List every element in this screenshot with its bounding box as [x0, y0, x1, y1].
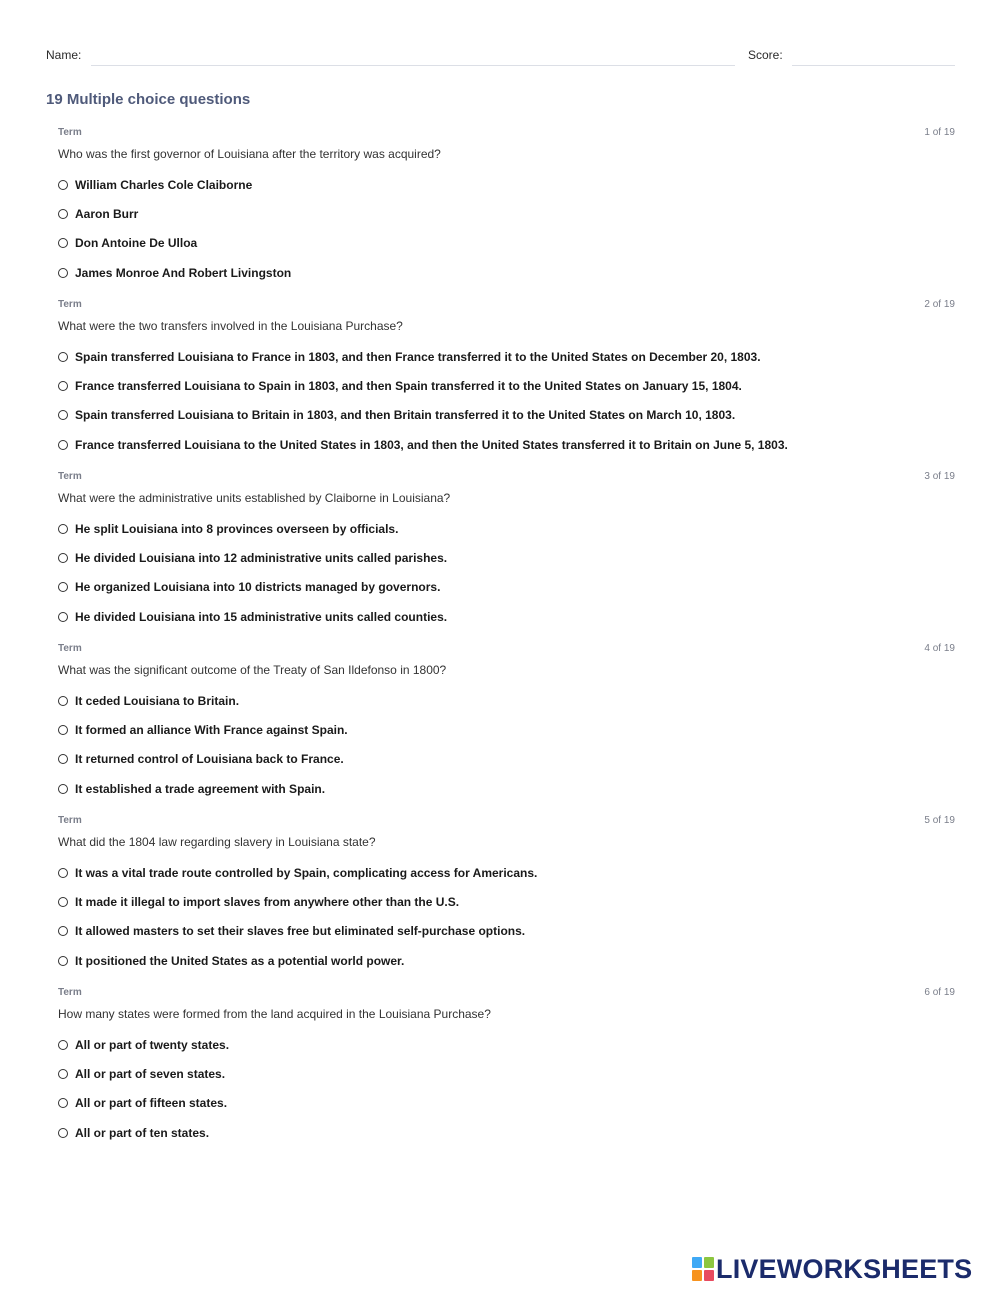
answer-option[interactable] [58, 378, 742, 394]
radio-button-icon[interactable] [58, 754, 68, 764]
question-prompt: What was the significant outcome of the Treaty of San Ildefonso in 1800? [58, 663, 447, 677]
answer-option-text: It allowed masters to set their slaves free but eliminated self-purchase options. [75, 924, 526, 938]
liveworksheets-logo[interactable] [692, 1254, 972, 1284]
answer-option[interactable] [58, 550, 447, 566]
answer-option-text: He divided Louisiana into 12 administrative units called parishes. [75, 551, 448, 565]
answer-option[interactable] [58, 177, 252, 193]
question-prompt: What were the administrative units established by Claiborne in Louisiana? [58, 491, 451, 505]
radio-button-icon[interactable] [58, 956, 68, 966]
question-2 [58, 299, 955, 471]
answer-option[interactable] [58, 206, 138, 222]
logo-mark-icon [692, 1257, 714, 1281]
answer-option[interactable] [58, 693, 239, 709]
answer-option-text: It made it illegal to import slaves from anywhere other than the U.S. [75, 895, 460, 909]
answer-option-text: France transferred Louisiana to Spain in 1803, and then Spain transferred it to the United States on January 15, 1804. [75, 379, 742, 393]
question-counter: 6 of 19 [924, 987, 955, 998]
radio-button-icon[interactable] [58, 1040, 68, 1050]
answer-option[interactable] [58, 407, 735, 423]
question-prompt: Who was the first governor of Louisiana after the territory was acquired? [58, 147, 441, 161]
answer-option-text: Spain transferred Louisiana to France in 1803, and then France transferred it to the United States on December 20, 1803. [75, 350, 761, 364]
radio-button-icon[interactable] [58, 897, 68, 907]
radio-button-icon[interactable] [58, 268, 68, 278]
score-input-line[interactable] [792, 65, 955, 66]
answer-option-text: It was a vital trade route controlled by Spain, complicating access for Americans. [75, 866, 538, 880]
name-label: Name: [46, 48, 82, 62]
name-input-line[interactable] [91, 65, 735, 66]
radio-button-icon[interactable] [58, 1098, 68, 1108]
answer-option[interactable] [58, 923, 525, 939]
radio-button-icon[interactable] [58, 868, 68, 878]
answer-option[interactable] [58, 609, 447, 625]
answer-option[interactable] [58, 1066, 225, 1082]
answer-option-text: France transferred Louisiana to the United States in 1803, and then the United States transferred it to Britain on June 5, 1803. [75, 438, 788, 452]
radio-button-icon[interactable] [58, 209, 68, 219]
question-5 [58, 815, 955, 987]
question-counter: 3 of 19 [924, 471, 955, 482]
answer-option[interactable] [58, 521, 398, 537]
answer-option-text: He divided Louisiana into 15 administrative units called counties. [75, 610, 448, 624]
answer-option[interactable] [58, 781, 325, 797]
radio-button-icon[interactable] [58, 1069, 68, 1079]
question-term-label: Term [58, 643, 82, 654]
answer-option[interactable] [58, 722, 348, 738]
radio-button-icon[interactable] [58, 926, 68, 936]
question-1 [58, 127, 955, 299]
score-label: Score: [748, 48, 783, 62]
answer-option[interactable] [58, 579, 440, 595]
answer-option-text: He organized Louisiana into 10 districts managed by governors. [75, 580, 441, 594]
radio-button-icon[interactable] [58, 582, 68, 592]
answer-option[interactable] [58, 265, 291, 281]
radio-button-icon[interactable] [58, 410, 68, 420]
answer-option[interactable] [58, 235, 197, 251]
answer-option[interactable] [58, 1037, 229, 1053]
section-title: 19 Multiple choice questions [46, 91, 251, 108]
radio-button-icon[interactable] [58, 725, 68, 735]
answer-option[interactable] [58, 894, 459, 910]
question-term-label: Term [58, 299, 82, 310]
radio-button-icon[interactable] [58, 440, 68, 450]
radio-button-icon[interactable] [58, 180, 68, 190]
question-6 [58, 987, 955, 1159]
question-counter: 4 of 19 [924, 643, 955, 654]
answer-option-text: It positioned the United States as a potential world power. [75, 954, 405, 968]
answer-option-text: Aaron Burr [75, 207, 139, 221]
question-prompt: What did the 1804 law regarding slavery in Louisiana state? [58, 835, 376, 849]
radio-button-icon[interactable] [58, 784, 68, 794]
answer-option-text: Spain transferred Louisiana to Britain in 1803, and then Britain transferred it to the United States on March 10, 1803. [75, 408, 736, 422]
answer-option-text: It established a trade agreement with Spain. [75, 782, 326, 796]
question-term-label: Term [58, 471, 82, 482]
answer-option-text: James Monroe And Robert Livingston [75, 266, 292, 280]
question-counter: 5 of 19 [924, 815, 955, 826]
answer-option[interactable] [58, 953, 404, 969]
question-4 [58, 643, 955, 815]
radio-button-icon[interactable] [58, 696, 68, 706]
question-term-label: Term [58, 127, 82, 138]
answer-option-text: Don Antoine De Ulloa [75, 236, 198, 250]
radio-button-icon[interactable] [58, 352, 68, 362]
answer-option-text: All or part of ten states. [75, 1126, 210, 1140]
question-counter: 1 of 19 [924, 127, 955, 138]
logo-text: LIVEWORKSHEETS [716, 1253, 973, 1284]
radio-button-icon[interactable] [58, 238, 68, 248]
answer-option-text: It formed an alliance With France against Spain. [75, 723, 348, 737]
radio-button-icon[interactable] [58, 553, 68, 563]
answer-option-text: He split Louisiana into 8 provinces overseen by officials. [75, 522, 399, 536]
answer-option-text: William Charles Cole Claiborne [75, 178, 253, 192]
answer-option-text: It returned control of Louisiana back to France. [75, 752, 344, 766]
question-list [58, 127, 955, 1159]
worksheet-header [46, 48, 955, 68]
radio-button-icon[interactable] [58, 1128, 68, 1138]
answer-option[interactable] [58, 349, 761, 365]
answer-option-text: All or part of fifteen states. [75, 1096, 228, 1110]
question-counter: 2 of 19 [924, 299, 955, 310]
answer-option-text: All or part of seven states. [75, 1067, 226, 1081]
question-prompt: What were the two transfers involved in the Louisiana Purchase? [58, 319, 403, 333]
radio-button-icon[interactable] [58, 612, 68, 622]
radio-button-icon[interactable] [58, 524, 68, 534]
question-3 [58, 471, 955, 643]
answer-option-text: It ceded Louisiana to Britain. [75, 694, 240, 708]
answer-option[interactable] [58, 865, 537, 881]
answer-option-text: All or part of twenty states. [75, 1038, 230, 1052]
answer-option[interactable] [58, 437, 788, 453]
answer-option[interactable] [58, 751, 344, 767]
radio-button-icon[interactable] [58, 381, 68, 391]
answer-option[interactable] [58, 1125, 209, 1141]
question-term-label: Term [58, 987, 82, 998]
question-term-label: Term [58, 815, 82, 826]
question-prompt: How many states were formed from the land acquired in the Louisiana Purchase? [58, 1007, 491, 1021]
answer-option[interactable] [58, 1095, 227, 1111]
